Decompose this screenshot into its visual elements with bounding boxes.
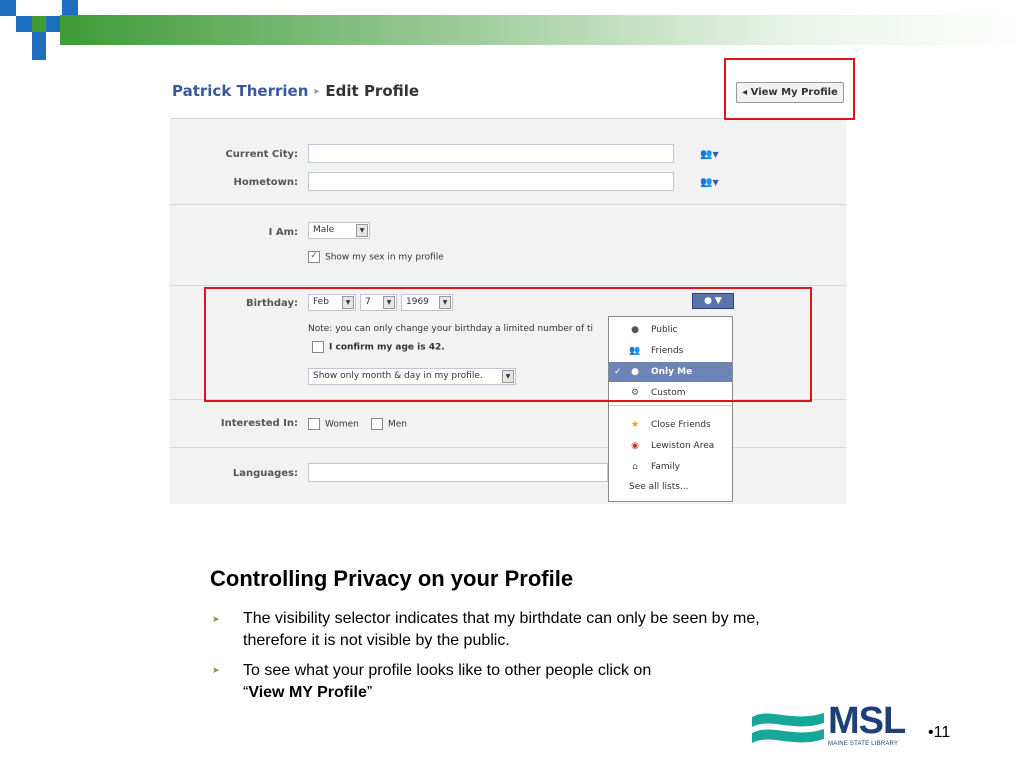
audience-list-lewiston-area[interactable] — [609, 436, 732, 456]
friends-icon: 👥 — [629, 346, 641, 356]
women-label: Women — [325, 419, 359, 430]
sex-select[interactable] — [308, 222, 370, 239]
corner-square-5 — [62, 0, 78, 16]
chevron-down-icon: ▼ — [712, 178, 719, 187]
menu-divider — [609, 405, 732, 406]
sex-select-value: Male — [313, 225, 335, 235]
audience-list-label: Family — [651, 462, 680, 472]
bullet-arrow-icon: ➤ — [212, 665, 220, 675]
corner-square-2 — [16, 16, 32, 32]
hometown-privacy-selector[interactable] — [700, 177, 719, 188]
women-checkbox[interactable] — [308, 418, 320, 430]
msl-logo-tagline: MAINE STATE LIBRARY — [828, 741, 899, 747]
see-all-lists-label: See all lists... — [629, 482, 689, 492]
slide-header-bar — [0, 0, 1024, 60]
interested-in-label: Interested In: — [220, 418, 298, 429]
location-section — [170, 119, 846, 205]
profile-screenshot — [170, 68, 846, 504]
audience-list-label: Lewiston Area — [651, 441, 715, 451]
chevron-down-icon: ▼ — [356, 224, 368, 237]
men-checkbox[interactable] — [371, 418, 383, 430]
location-icon: ◉ — [631, 441, 639, 451]
bullet-2-open-quote: “ — [243, 684, 249, 701]
chevron-down-icon: ▼ — [439, 296, 451, 309]
languages-label: Languages: — [232, 468, 298, 479]
interested-in-section — [170, 400, 846, 448]
corner-square-1 — [0, 0, 16, 16]
view-profile-highlight — [724, 58, 855, 120]
chevron-down-icon: ▼ — [383, 296, 395, 309]
show-sex-checkbox[interactable]: ✓ — [308, 251, 320, 263]
breadcrumb-user[interactable]: Patrick Therrien — [172, 82, 309, 100]
birthday-display-value: Show only month & day in my profile. — [313, 371, 483, 381]
page-number: •11 — [928, 724, 951, 741]
breadcrumb-current: Edit Profile — [325, 82, 420, 100]
birth-year-value: 1969 — [406, 297, 429, 307]
friends-icon: 👥 — [700, 177, 713, 188]
current-city-privacy-selector[interactable] — [700, 149, 719, 160]
birthday-label: Birthday: — [246, 298, 298, 309]
languages-input[interactable] — [308, 463, 608, 482]
birthday-note: Note: you can only change your birthday a limited number of ti — [308, 324, 593, 334]
interested-men-option — [371, 418, 407, 430]
languages-section — [170, 448, 846, 500]
audience-option-label: Only Me — [651, 367, 693, 377]
see-all-lists-link[interactable] — [609, 477, 732, 497]
hometown-label: Hometown: — [233, 177, 298, 188]
gear-icon: ⚙ — [630, 388, 640, 398]
chevron-down-icon: ▼ — [502, 370, 514, 383]
corner-square-4 — [32, 32, 46, 60]
birthday-highlight — [204, 287, 812, 402]
interested-women-option — [308, 418, 359, 430]
chevron-down-icon: ▼ — [712, 150, 719, 159]
globe-icon: ● — [631, 325, 639, 335]
slide-title: Controlling Privacy on your Profile — [210, 566, 574, 591]
birth-day-value: 7 — [365, 297, 371, 307]
confirm-age-label: I confirm my age is 42. — [329, 342, 445, 353]
audience-list-label: Close Friends — [651, 420, 711, 430]
audience-list-close-friends[interactable] — [609, 415, 732, 435]
bullet-2-close-quote: ” — [366, 684, 373, 701]
birth-month-value: Feb — [313, 297, 329, 307]
bullet-arrow-icon: ➤ — [212, 614, 220, 624]
audience-option-label: Custom — [651, 388, 686, 398]
breadcrumb — [172, 82, 419, 100]
checkmark-icon: ✓ — [614, 367, 622, 377]
bullet-2-emphasis: View MY Profile — [248, 684, 367, 701]
current-city-input[interactable] — [308, 144, 674, 163]
i-am-label: I Am: — [268, 227, 298, 238]
audience-option-label: Friends — [651, 346, 684, 356]
current-city-label: Current City: — [225, 149, 298, 160]
view-my-profile-button[interactable]: ◂ View My Profile — [736, 82, 844, 103]
sex-section — [170, 205, 846, 286]
bullet-1: The visibility selector indicates that my birthdate can only be seen by me, therefore it is not visible by the public. — [243, 610, 760, 649]
audience-list-family[interactable] — [609, 457, 732, 477]
show-sex-label: Show my sex in my profile — [325, 252, 444, 263]
men-label: Men — [388, 419, 408, 430]
msl-logo-text: MSL — [828, 700, 906, 742]
chevron-down-icon: ▼ — [714, 296, 722, 306]
bullet-2-text: To see what your profile looks like to other people click on — [243, 662, 652, 679]
header-gradient — [60, 15, 1024, 45]
hometown-input[interactable] — [308, 172, 674, 191]
star-icon: ★ — [630, 420, 640, 430]
house-icon: ⌂ — [632, 462, 638, 472]
breadcrumb-separator: ▸ — [314, 86, 320, 97]
bullet-2 — [243, 660, 803, 704]
friends-icon: 👥 — [700, 149, 713, 160]
person-icon: ● — [631, 367, 639, 377]
person-icon: ● — [704, 296, 713, 306]
show-sex-row — [308, 251, 444, 263]
audience-option-label: Public — [651, 325, 678, 335]
chevron-down-icon: ▼ — [342, 296, 354, 309]
